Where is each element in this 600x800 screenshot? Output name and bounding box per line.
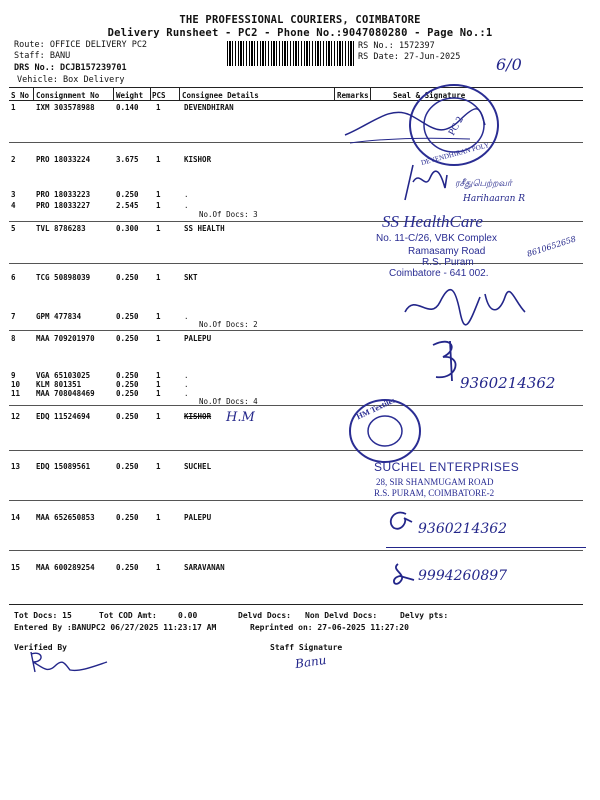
- col-header-sno: S No: [11, 91, 30, 100]
- row-separator: [9, 500, 583, 501]
- row-pcs: 1: [156, 412, 161, 421]
- staff-signature: Banu: [294, 652, 328, 672]
- signature-row1: [340, 95, 490, 150]
- col-header-remarks: Remarks: [337, 91, 369, 100]
- row-weight: 0.250: [116, 462, 139, 471]
- row-consignment: MAA 709201970: [36, 334, 95, 343]
- stamp-address-2: R.S. PURAM, COIMBATORE-2: [374, 488, 495, 498]
- row-consignee: PALEPU: [184, 334, 212, 343]
- non-delivered-docs: Non Delvd Docs:: [305, 611, 378, 620]
- row-consignment: MAA 600289254: [36, 563, 95, 572]
- doc-count-note: No.Of Docs: 3: [199, 210, 258, 219]
- row-consignee: KISHOR: [184, 412, 212, 421]
- drs-number: DRS No.: DCJB157239701: [14, 63, 127, 73]
- handwritten-name: Harihaaran R: [463, 194, 526, 204]
- row-weight: 0.250: [116, 190, 139, 199]
- row-sno: 6: [11, 273, 16, 282]
- doc-count-note: No.Of Docs: 4: [199, 397, 258, 406]
- row-consignee: DEVENDHIRAN: [184, 103, 234, 112]
- row-consignment: TVL 8786283: [36, 224, 86, 233]
- row-pcs: 1: [156, 103, 161, 112]
- row-consignment: KLM 801351: [36, 380, 82, 389]
- stamp-address-1: 28, SIR SHANMUGAM ROAD: [376, 477, 494, 487]
- row-consignee: .: [184, 380, 189, 389]
- rs-number: RS No.: 1572397: [358, 41, 435, 51]
- row-sno: 15: [11, 563, 21, 572]
- total-docs: Tot Docs: 15: [14, 611, 72, 620]
- row-pcs: 1: [156, 155, 161, 164]
- entered-by: Entered By :BANUPC2 06/27/2025 11:23:17 AM: [14, 623, 217, 632]
- row-consignment: VGA 65103025: [36, 371, 91, 380]
- row-sno: 7: [11, 312, 16, 321]
- row-consignment: IXM 303578988: [36, 103, 95, 112]
- row-consignment: EDQ 15089561: [36, 462, 91, 471]
- col-header-consignment: Consignment No: [36, 91, 100, 100]
- col-divider: [33, 87, 34, 100]
- row-weight: 0.250: [116, 371, 139, 380]
- row-separator: [9, 550, 583, 551]
- row-sno: 12: [11, 412, 21, 421]
- reprinted-on: Reprinted on: 27-06-2025 11:27:20: [250, 623, 409, 632]
- row-sno: 13: [11, 462, 21, 471]
- row-pcs: 1: [156, 190, 161, 199]
- row-sno: 1: [11, 103, 16, 112]
- stamp-address-4: Coimbatore - 641 002.: [389, 268, 489, 279]
- svg-text:PC 2: PC 2: [446, 114, 466, 138]
- row-consignment: MAA 652650853: [36, 513, 95, 522]
- row-consignment: PRO 18033227: [36, 201, 91, 210]
- row-separator: [9, 450, 583, 451]
- verified-signature: [25, 648, 110, 678]
- seal-text: HM Textiles: [355, 395, 397, 422]
- row-consignment: PRO 18033223: [36, 190, 91, 199]
- stamp-address-1: No. 11-C/26, VBK Complex: [376, 233, 497, 244]
- verified-by-label: Verified By: [14, 643, 67, 652]
- stamp-address-3: R.S. Puram: [422, 257, 474, 268]
- handwritten-phone: 8610652658: [525, 234, 578, 259]
- row-consignee: SKT: [184, 273, 198, 282]
- row-separator: [9, 263, 583, 264]
- row-consignee: SS HEALTH: [184, 224, 225, 233]
- row-consignee: .: [184, 190, 189, 199]
- row-consignee: KISHOR: [184, 155, 212, 164]
- barcode: [227, 41, 354, 66]
- col-header-weight: Weight: [116, 91, 144, 100]
- col-header-pcs: PCS: [152, 91, 166, 100]
- handwritten-initials: H.M: [226, 410, 255, 425]
- stamp-company-name: SUCHEL ENTERPRISES: [374, 460, 520, 474]
- row-consignee: .: [184, 389, 189, 398]
- row-sno: 4: [11, 201, 16, 210]
- signature-row15: [388, 560, 418, 590]
- row-pcs: 1: [156, 389, 161, 398]
- row-sno: 2: [11, 155, 16, 164]
- row-separator: [9, 330, 583, 331]
- row-weight: 0.300: [116, 224, 139, 233]
- col-header-consignee: Consignee Details: [182, 91, 259, 100]
- col-divider: [150, 87, 151, 100]
- row-weight: 0.250: [116, 380, 139, 389]
- row-weight: 0.250: [116, 412, 139, 421]
- row-sno: 8: [11, 334, 16, 343]
- row-pcs: 1: [156, 312, 161, 321]
- row-weight: 0.250: [116, 563, 139, 572]
- row-pcs: 1: [156, 201, 161, 210]
- row-consignee: SUCHEL: [184, 462, 212, 471]
- seal-text: DEVENDHIRAN POLY: [420, 141, 491, 167]
- rs-date: RS Date: 27-Jun-2025: [358, 52, 461, 62]
- row-weight: 0.250: [116, 334, 139, 343]
- col-divider: [113, 87, 114, 100]
- row-weight: 0.250: [116, 273, 139, 282]
- row-sno: 14: [11, 513, 21, 522]
- company-name: THE PROFESSIONAL COURIERS, COIMBATORE: [179, 14, 421, 26]
- delivery-points: Delvy pts:: [400, 611, 449, 620]
- row-consignee: .: [184, 371, 189, 380]
- row-sno: 9: [11, 371, 16, 380]
- handwritten-phone: 9994260897: [418, 568, 508, 584]
- col-divider: [334, 87, 335, 100]
- signature-row14: [384, 508, 414, 534]
- row-consignment: GPM 477834: [36, 312, 82, 321]
- signature-row2: [395, 160, 455, 205]
- count-note: 6/0: [496, 55, 522, 74]
- runsheet-title: Delivery Runsheet - PC2 - Phone No.:9047080280 - Page No.:1: [107, 27, 493, 39]
- row-consignment: PRO 18033224: [36, 155, 91, 164]
- row-pcs: 1: [156, 371, 161, 380]
- row-sno: 10: [11, 380, 21, 389]
- col-header-seal: Seal & Signature: [393, 91, 466, 100]
- handwritten-underline: [386, 547, 586, 548]
- table-bottom-line: [9, 604, 583, 605]
- col-divider: [179, 87, 180, 100]
- row-weight: 0.250: [116, 389, 139, 398]
- stamp-address-2: Ramasamy Road: [408, 246, 486, 257]
- row-pcs: 1: [156, 563, 161, 572]
- handwritten-phone: 9360214362: [460, 374, 556, 392]
- row-consignment: MAA 708048469: [36, 389, 95, 398]
- total-cod-value: 0.00: [178, 611, 198, 620]
- route: Route: OFFICE DELIVERY PC2: [14, 40, 148, 50]
- row-consignee: PALEPU: [184, 513, 212, 522]
- handwritten-phone: 9360214362: [418, 521, 508, 537]
- delivered-docs: Delvd Docs:: [238, 611, 291, 620]
- row-pcs: 1: [156, 513, 161, 522]
- row-weight: 0.250: [116, 312, 139, 321]
- row-pcs: 1: [156, 462, 161, 471]
- row-separator: [9, 221, 583, 222]
- row-sno: 5: [11, 224, 16, 233]
- total-cod-label: Tot COD Amt:: [99, 611, 157, 620]
- row-weight: 0.250: [116, 513, 139, 522]
- row-pcs: 1: [156, 273, 161, 282]
- row-consignment: EDQ 11524694: [36, 412, 91, 421]
- row-pcs: 1: [156, 224, 161, 233]
- doc-count-note: No.Of Docs: 2: [199, 320, 258, 329]
- row-sno: 3: [11, 190, 16, 199]
- signature-row6: [400, 282, 530, 327]
- staff-signature-label: Staff Signature: [270, 643, 343, 652]
- row-pcs: 1: [156, 334, 161, 343]
- stamp-company-name: SS HealthCare: [382, 212, 483, 231]
- row-pcs: 1: [156, 380, 161, 389]
- row-consignee: .: [184, 201, 189, 210]
- row-weight: 2.545: [116, 201, 139, 210]
- row-weight: 0.140: [116, 103, 139, 112]
- row-consignment: TCG 50898039: [36, 273, 91, 282]
- row-sno: 11: [11, 389, 21, 398]
- row-separator: [9, 405, 583, 406]
- row-consignee: SARAVANAN: [184, 563, 225, 572]
- row-consignee: .: [184, 312, 189, 321]
- staff: Staff: BANU: [14, 51, 71, 61]
- row-weight: 3.675: [116, 155, 139, 164]
- handwritten-receiver: ரசீதுபெற்றவர்: [455, 179, 512, 189]
- vehicle: Vehicle: Box Delivery: [17, 75, 125, 85]
